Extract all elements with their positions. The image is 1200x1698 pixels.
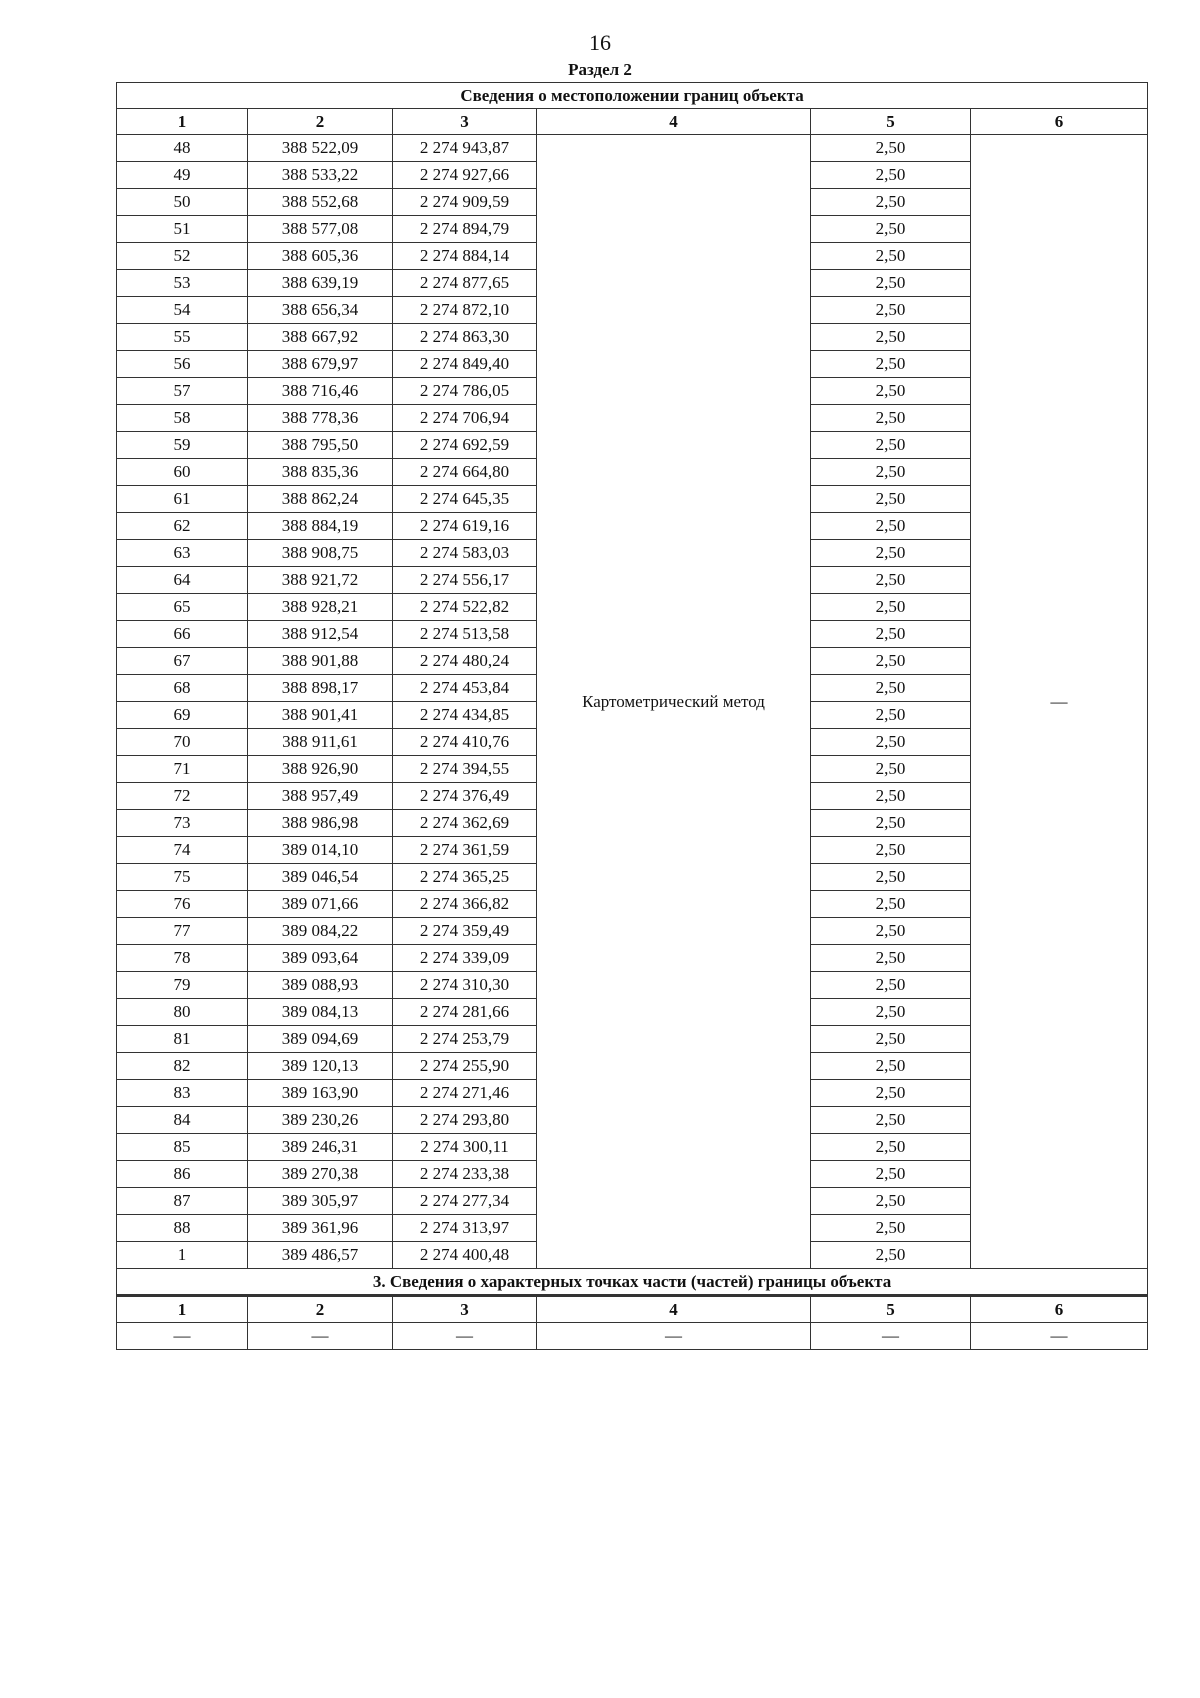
point-number-cell: 84 <box>117 1107 248 1134</box>
error-cell: 2,50 <box>811 756 971 783</box>
point-number-cell: 77 <box>117 918 248 945</box>
column6-cell: — <box>971 135 1148 1269</box>
y-coordinate-cell: 2 274 692,59 <box>393 432 537 459</box>
point-number-cell: 65 <box>117 594 248 621</box>
x-coordinate-cell: 389 305,97 <box>248 1188 393 1215</box>
y-coordinate-cell: 2 274 884,14 <box>393 243 537 270</box>
error-cell: 2,50 <box>811 486 971 513</box>
y-coordinate-cell: 2 274 300,11 <box>393 1134 537 1161</box>
y-coordinate-cell: 2 274 909,59 <box>393 189 537 216</box>
point-number-cell: 82 <box>117 1053 248 1080</box>
error-cell: 2,50 <box>811 837 971 864</box>
x-coordinate-cell: 389 093,64 <box>248 945 393 972</box>
point-number-cell: 58 <box>117 405 248 432</box>
y-coordinate-cell: 2 274 293,80 <box>393 1107 537 1134</box>
point-number-cell: 55 <box>117 324 248 351</box>
error-cell: 2,50 <box>811 378 971 405</box>
point-number-cell: 80 <box>117 999 248 1026</box>
x-coordinate-cell: 389 270,38 <box>248 1161 393 1188</box>
y-coordinate-cell: 2 274 365,25 <box>393 864 537 891</box>
point-number-cell: 54 <box>117 297 248 324</box>
error-cell: 2,50 <box>811 621 971 648</box>
y-coordinate-cell: 2 274 255,90 <box>393 1053 537 1080</box>
error-cell: 2,50 <box>811 1107 971 1134</box>
x-coordinate-cell: 388 912,54 <box>248 621 393 648</box>
section3-empty-cell: — <box>971 1323 1148 1350</box>
point-number-cell: 83 <box>117 1080 248 1107</box>
y-coordinate-cell: 2 274 376,49 <box>393 783 537 810</box>
column-number-1: 1 <box>117 109 248 135</box>
method-cell: Картометрический метод <box>537 135 811 1269</box>
error-cell: 2,50 <box>811 891 971 918</box>
point-number-cell: 81 <box>117 1026 248 1053</box>
error-cell: 2,50 <box>811 540 971 567</box>
column-number-3: 3 <box>393 109 537 135</box>
x-coordinate-cell: 388 577,08 <box>248 216 393 243</box>
point-number-cell: 51 <box>117 216 248 243</box>
point-number-cell: 87 <box>117 1188 248 1215</box>
point-number-cell: 53 <box>117 270 248 297</box>
error-cell: 2,50 <box>811 324 971 351</box>
y-coordinate-cell: 2 274 313,97 <box>393 1215 537 1242</box>
error-cell: 2,50 <box>811 162 971 189</box>
y-coordinate-cell: 2 274 556,17 <box>393 567 537 594</box>
error-cell: 2,50 <box>811 1026 971 1053</box>
error-cell: 2,50 <box>811 459 971 486</box>
point-number-cell: 78 <box>117 945 248 972</box>
page-number: 16 <box>589 30 611 55</box>
x-coordinate-cell: 389 046,54 <box>248 864 393 891</box>
point-number-cell: 49 <box>117 162 248 189</box>
x-coordinate-cell: 388 639,19 <box>248 270 393 297</box>
x-coordinate-cell: 388 533,22 <box>248 162 393 189</box>
x-coordinate-cell: 389 084,13 <box>248 999 393 1026</box>
column-number-2: 2 <box>248 109 393 135</box>
y-coordinate-cell: 2 274 480,24 <box>393 648 537 675</box>
column-number-row <box>117 109 1148 135</box>
y-coordinate-cell: 2 274 849,40 <box>393 351 537 378</box>
error-cell: 2,50 <box>811 216 971 243</box>
point-number-cell: 59 <box>117 432 248 459</box>
point-number-cell: 86 <box>117 1161 248 1188</box>
x-coordinate-cell: 388 835,36 <box>248 459 393 486</box>
x-coordinate-cell: 388 921,72 <box>248 567 393 594</box>
section3-title: 3. Сведения о характерных точках части (частей) границы объекта <box>117 1269 1148 1296</box>
point-number-cell: 73 <box>117 810 248 837</box>
x-coordinate-cell: 389 071,66 <box>248 891 393 918</box>
section3-column-number-1: 1 <box>117 1296 248 1323</box>
x-coordinate-cell: 388 908,75 <box>248 540 393 567</box>
point-number-cell: 57 <box>117 378 248 405</box>
error-cell: 2,50 <box>811 1053 971 1080</box>
section3-column-number-4: 4 <box>537 1296 811 1323</box>
y-coordinate-cell: 2 274 943,87 <box>393 135 537 162</box>
x-coordinate-cell: 388 656,34 <box>248 297 393 324</box>
boundary-coordinates-table <box>116 82 1148 1350</box>
error-cell: 2,50 <box>811 243 971 270</box>
error-cell: 2,50 <box>811 1134 971 1161</box>
error-cell: 2,50 <box>811 1161 971 1188</box>
error-cell: 2,50 <box>811 648 971 675</box>
x-coordinate-cell: 389 084,22 <box>248 918 393 945</box>
x-coordinate-cell: 389 014,10 <box>248 837 393 864</box>
error-cell: 2,50 <box>811 270 971 297</box>
y-coordinate-cell: 2 274 281,66 <box>393 999 537 1026</box>
y-coordinate-cell: 2 274 645,35 <box>393 486 537 513</box>
section3-empty-cell: — <box>117 1323 248 1350</box>
section3-empty-cell: — <box>248 1323 393 1350</box>
point-number-cell: 75 <box>117 864 248 891</box>
y-coordinate-cell: 2 274 366,82 <box>393 891 537 918</box>
error-cell: 2,50 <box>811 1080 971 1107</box>
section3-column-number-6: 6 <box>971 1296 1148 1323</box>
y-coordinate-cell: 2 274 253,79 <box>393 1026 537 1053</box>
x-coordinate-cell: 388 605,36 <box>248 243 393 270</box>
section3-column-number-2: 2 <box>248 1296 393 1323</box>
point-number-cell: 63 <box>117 540 248 567</box>
point-number-cell: 60 <box>117 459 248 486</box>
error-cell: 2,50 <box>811 972 971 999</box>
x-coordinate-cell: 388 679,97 <box>248 351 393 378</box>
y-coordinate-cell: 2 274 359,49 <box>393 918 537 945</box>
section-title: Раздел 2 <box>568 60 632 79</box>
y-coordinate-cell: 2 274 877,65 <box>393 270 537 297</box>
x-coordinate-cell: 389 230,26 <box>248 1107 393 1134</box>
column-number-4: 4 <box>537 109 811 135</box>
y-coordinate-cell: 2 274 706,94 <box>393 405 537 432</box>
error-cell: 2,50 <box>811 729 971 756</box>
y-coordinate-cell: 2 274 434,85 <box>393 702 537 729</box>
error-cell: 2,50 <box>811 135 971 162</box>
error-cell: 2,50 <box>811 297 971 324</box>
y-coordinate-cell: 2 274 339,09 <box>393 945 537 972</box>
point-number-cell: 71 <box>117 756 248 783</box>
y-coordinate-cell: 2 274 233,38 <box>393 1161 537 1188</box>
error-cell: 2,50 <box>811 405 971 432</box>
error-cell: 2,50 <box>811 945 971 972</box>
y-coordinate-cell: 2 274 362,69 <box>393 810 537 837</box>
y-coordinate-cell: 2 274 664,80 <box>393 459 537 486</box>
point-number-cell: 66 <box>117 621 248 648</box>
x-coordinate-cell: 388 928,21 <box>248 594 393 621</box>
table-row <box>117 135 1148 162</box>
point-number-cell: 88 <box>117 1215 248 1242</box>
point-number-cell: 52 <box>117 243 248 270</box>
x-coordinate-cell: 388 716,46 <box>248 378 393 405</box>
x-coordinate-cell: 389 088,93 <box>248 972 393 999</box>
table-caption: Сведения о местоположении границ объекта <box>117 83 1148 109</box>
error-cell: 2,50 <box>811 810 971 837</box>
y-coordinate-cell: 2 274 863,30 <box>393 324 537 351</box>
y-coordinate-cell: 2 274 522,82 <box>393 594 537 621</box>
point-number-cell: 50 <box>117 189 248 216</box>
y-coordinate-cell: 2 274 927,66 <box>393 162 537 189</box>
section3-empty-cell: — <box>537 1323 811 1350</box>
error-cell: 2,50 <box>811 1188 971 1215</box>
error-cell: 2,50 <box>811 432 971 459</box>
section3-empty-cell: — <box>811 1323 971 1350</box>
point-number-cell: 48 <box>117 135 248 162</box>
error-cell: 2,50 <box>811 567 971 594</box>
y-coordinate-cell: 2 274 619,16 <box>393 513 537 540</box>
point-number-cell: 74 <box>117 837 248 864</box>
point-number-cell: 76 <box>117 891 248 918</box>
x-coordinate-cell: 388 957,49 <box>248 783 393 810</box>
point-number-cell: 69 <box>117 702 248 729</box>
x-coordinate-cell: 389 486,57 <box>248 1242 393 1269</box>
y-coordinate-cell: 2 274 361,59 <box>393 837 537 864</box>
error-cell: 2,50 <box>811 594 971 621</box>
x-coordinate-cell: 389 246,31 <box>248 1134 393 1161</box>
y-coordinate-cell: 2 274 310,30 <box>393 972 537 999</box>
point-number-cell: 70 <box>117 729 248 756</box>
error-cell: 2,50 <box>811 351 971 378</box>
coordinate-rows <box>117 135 1148 1269</box>
point-number-cell: 68 <box>117 675 248 702</box>
x-coordinate-cell: 389 361,96 <box>248 1215 393 1242</box>
x-coordinate-cell: 388 898,17 <box>248 675 393 702</box>
y-coordinate-cell: 2 274 277,34 <box>393 1188 537 1215</box>
x-coordinate-cell: 389 163,90 <box>248 1080 393 1107</box>
x-coordinate-cell: 389 120,13 <box>248 1053 393 1080</box>
section3-column-number-3: 3 <box>393 1296 537 1323</box>
point-number-cell: 62 <box>117 513 248 540</box>
error-cell: 2,50 <box>811 675 971 702</box>
x-coordinate-cell: 388 901,88 <box>248 648 393 675</box>
y-coordinate-cell: 2 274 410,76 <box>393 729 537 756</box>
error-cell: 2,50 <box>811 918 971 945</box>
x-coordinate-cell: 388 911,61 <box>248 729 393 756</box>
x-coordinate-cell: 388 552,68 <box>248 189 393 216</box>
point-number-cell: 61 <box>117 486 248 513</box>
error-cell: 2,50 <box>811 1242 971 1269</box>
point-number-cell: 72 <box>117 783 248 810</box>
error-cell: 2,50 <box>811 783 971 810</box>
point-number-cell: 56 <box>117 351 248 378</box>
error-cell: 2,50 <box>811 864 971 891</box>
point-number-cell: 85 <box>117 1134 248 1161</box>
x-coordinate-cell: 388 901,41 <box>248 702 393 729</box>
error-cell: 2,50 <box>811 189 971 216</box>
section3-empty-row <box>117 1323 1148 1350</box>
x-coordinate-cell: 388 986,98 <box>248 810 393 837</box>
column-number-6: 6 <box>971 109 1148 135</box>
x-coordinate-cell: 388 884,19 <box>248 513 393 540</box>
error-cell: 2,50 <box>811 1215 971 1242</box>
y-coordinate-cell: 2 274 400,48 <box>393 1242 537 1269</box>
column-number-5: 5 <box>811 109 971 135</box>
x-coordinate-cell: 388 778,36 <box>248 405 393 432</box>
y-coordinate-cell: 2 274 894,79 <box>393 216 537 243</box>
x-coordinate-cell: 388 667,92 <box>248 324 393 351</box>
x-coordinate-cell: 388 862,24 <box>248 486 393 513</box>
point-number-cell: 79 <box>117 972 248 999</box>
point-number-cell: 67 <box>117 648 248 675</box>
error-cell: 2,50 <box>811 513 971 540</box>
y-coordinate-cell: 2 274 583,03 <box>393 540 537 567</box>
x-coordinate-cell: 388 795,50 <box>248 432 393 459</box>
y-coordinate-cell: 2 274 394,55 <box>393 756 537 783</box>
point-number-cell: 1 <box>117 1242 248 1269</box>
point-number-cell: 64 <box>117 567 248 594</box>
y-coordinate-cell: 2 274 786,05 <box>393 378 537 405</box>
y-coordinate-cell: 2 274 453,84 <box>393 675 537 702</box>
section3-empty-cell: — <box>393 1323 537 1350</box>
error-cell: 2,50 <box>811 702 971 729</box>
section3-column-number-5: 5 <box>811 1296 971 1323</box>
x-coordinate-cell: 389 094,69 <box>248 1026 393 1053</box>
y-coordinate-cell: 2 274 271,46 <box>393 1080 537 1107</box>
error-cell: 2,50 <box>811 999 971 1026</box>
section3-block <box>117 1269 1148 1350</box>
section3-column-number-row <box>117 1296 1148 1323</box>
y-coordinate-cell: 2 274 872,10 <box>393 297 537 324</box>
x-coordinate-cell: 388 926,90 <box>248 756 393 783</box>
x-coordinate-cell: 388 522,09 <box>248 135 393 162</box>
y-coordinate-cell: 2 274 513,58 <box>393 621 537 648</box>
